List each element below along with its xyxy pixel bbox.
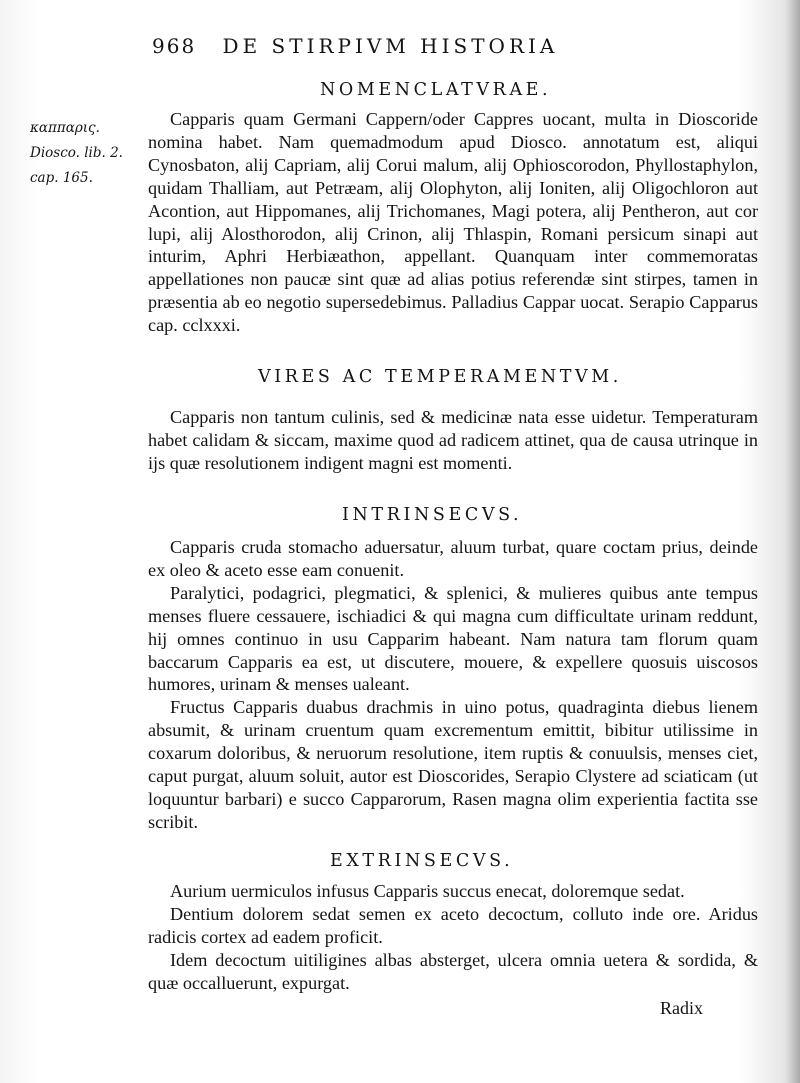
section-body-intrinsecus (148, 536, 758, 834)
section-heading-extrinsecus: EXTRINSECVS. (330, 851, 514, 871)
margin-note-chapter: cap. 165. (30, 170, 93, 186)
margin-note-reference: Diosco. lib. 2. (30, 145, 123, 161)
section-body-extrinsecus (148, 880, 758, 995)
margin-note (30, 116, 140, 191)
page-gutter-shadow (786, 0, 800, 1083)
section-heading-vires: VIRES AC TEMPERAMENTVM. (258, 367, 622, 387)
page-number: 968 (152, 34, 197, 58)
paragraph: Paralytici, podagrici, plegmatici, & splenici, & mulieres quibus ante tempus menses fluere cessauere, ischiadici & qui magna cum difficultate urinam reddunt, hij omnes continuo in usu Capparim habeant. Nam natura tam florum quam baccarum Capparis ea est, ut discutere, mouere, & expellere quosuis uiscosos humores, urinam & menses ualeant. (148, 582, 758, 695)
section-body-nomenclature (148, 108, 758, 337)
paragraph: Idem decoctum uitiligines albas absterget, ulcera omnia uetera & sordida, & quæ occalluerunt, expurgat. (148, 949, 758, 993)
section-heading-intrinsecus: INTRINSECVS. (342, 505, 523, 525)
paragraph: Dentium dolorem sedat semen ex aceto decoctum, colluto inde ore. Aridus radicis cortex ad eadem proficit. (148, 903, 758, 947)
paragraph: Capparis non tantum culinis, sed & medicinæ nata esse uidetur. Temperaturam habet calidam & siccam, maxime quod ad radicem attinet, qua de causa utrinque in ijs quæ resolutionem indigent magni est momenti. (148, 407, 758, 473)
running-title: DE STIRPIVM HISTORIA (222, 34, 559, 58)
paragraph: Fructus Capparis duabus drachmis in uino potus, quadraginta diebus lienem absumit, & urinam cruentum quam excrementum emittit, bibitur utilissime in coxarum doloribus, & neruorum resolutione, item ruptis & conuulsis, menses ciet, caput purgat, aluum soluit, autor est Dioscorides, Serapio Clystere ad sciaticam (ut loquuntur barbari) e succo Capparorum, Rasen magna olim experientia factita sse scribit. (148, 697, 758, 832)
catchword: Radix (660, 998, 703, 1018)
paragraph: Capparis cruda stomacho aduersatur, aluum turbat, quare coctam prius, deinde ex oleo & aceto esse eam conuenit. (148, 537, 758, 580)
paragraph: Aurium uermiculos infusus Capparis succus enecat, doloremque sedat. (170, 881, 685, 901)
margin-note-greek: καππαρις. (30, 120, 100, 136)
section-heading-nomenclature: NOMENCLATVRAE. (320, 80, 552, 100)
running-head (152, 34, 652, 58)
section-body-vires (148, 406, 758, 475)
paragraph: Capparis quam Germani Cappern/oder Cappres uocant, multa in Dioscoride nomina habet. Nam quemadmodum apud Diosco. annotatum est, aliqui Cynosbaton, alij Capriam, alij Corui malum, alij Ophioscorodon, Phyllostaphylon, quidam Thalliam, aut Petræam, alij Olophyton, alij Ioniten, alij Oligochloron aut Acontion, aut Hippomanes, alij Trichomanes, Magi potera, alij Pentheron, aut cor lupi, alij Alosthorodon, alij Crinon, alij Thlaspin, Romani persicum sinapi aut inturim, Aphri Herbiæathon, appellant. Quanquam inter commemoratas appellationes non paucæ sint quæ ad alias potius referendæ sint stirpes, tamen in præsentia ab eo negotio supersedebimus. Palladius Cappar uocat. Serapio Capparus cap. cclxxxi. (148, 109, 758, 336)
